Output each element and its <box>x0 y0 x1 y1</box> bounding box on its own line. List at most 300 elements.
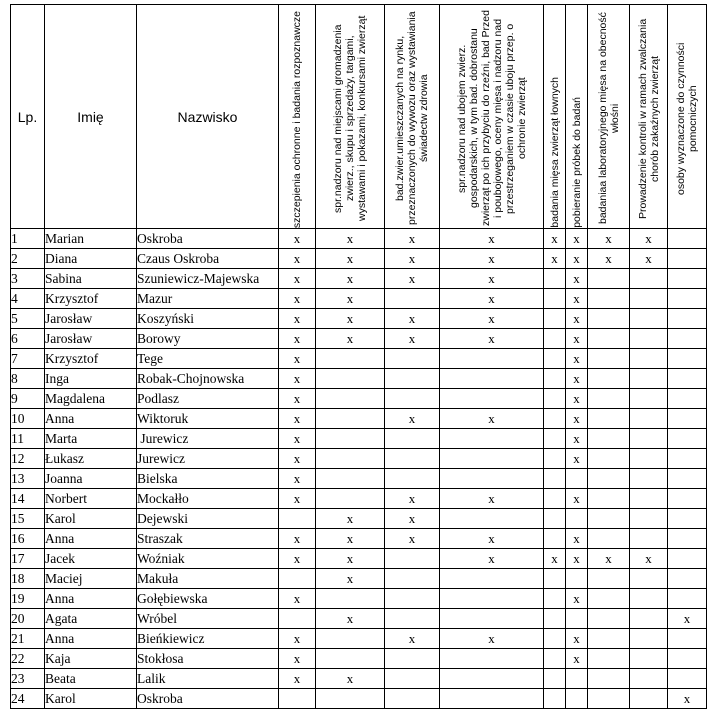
table-row <box>11 309 707 329</box>
mark-cell <box>566 669 588 689</box>
header-market-animal-exams <box>385 5 440 229</box>
last-name-cell: Bieńkiewicz <box>137 629 279 649</box>
table-row <box>11 669 707 689</box>
table-row <box>11 249 707 269</box>
mark-cell <box>544 389 566 409</box>
mark-cell <box>544 589 566 609</box>
mark-cell <box>440 469 544 489</box>
mark-cell <box>588 429 630 449</box>
mark-cell: x <box>544 229 566 249</box>
mark-cell <box>588 309 630 329</box>
mark-cell <box>566 569 588 589</box>
mark-cell <box>588 649 630 669</box>
mark-cell: x <box>279 269 316 289</box>
mark-cell: x <box>316 669 385 689</box>
first-name-cell: Sabina <box>45 269 137 289</box>
mark-cell: x <box>440 329 544 349</box>
table-row <box>11 329 707 349</box>
mark-cell: x <box>316 529 385 549</box>
mark-cell <box>316 689 385 709</box>
mark-cell <box>544 409 566 429</box>
first-name-cell: Łukasz <box>45 449 137 469</box>
mark-cell: x <box>588 229 630 249</box>
mark-cell <box>566 689 588 709</box>
first-name-cell: Marian <box>45 229 137 249</box>
mark-cell <box>668 229 707 249</box>
mark-cell: x <box>566 409 588 429</box>
row-number-cell: 21 <box>11 629 45 649</box>
mark-cell: x <box>316 609 385 629</box>
mark-cell: x <box>279 549 316 569</box>
header-gathering-supervision <box>316 5 385 229</box>
mark-cell <box>668 349 707 369</box>
header-row <box>11 5 707 229</box>
mark-cell: x <box>279 469 316 489</box>
mark-cell <box>566 609 588 629</box>
mark-cell: x <box>566 429 588 449</box>
mark-cell: x <box>279 529 316 549</box>
table-row <box>11 469 707 489</box>
mark-cell: x <box>316 329 385 349</box>
header-first-name: Imię <box>45 5 137 229</box>
row-number-cell: 4 <box>11 289 45 309</box>
mark-cell: x <box>316 269 385 289</box>
last-name-cell: Oskroba <box>137 229 279 249</box>
mark-cell <box>588 469 630 489</box>
row-number-cell: 15 <box>11 509 45 529</box>
mark-cell: x <box>316 569 385 589</box>
row-number-cell: 1 <box>11 229 45 249</box>
mark-cell: x <box>279 309 316 329</box>
mark-cell <box>440 649 544 669</box>
header-slaughter-supervision-label: spr.nadzoru nad ubojem zwierz. gospodarskich, w tym bad. dobrostanu zwierząt po ich przybyciu do rzeźni, bad Przed i poubojowego, oceny mięsa i nadzoru nad przestrzeganiem w czasie uboju przep. o ochronie zwierząt <box>455 10 528 227</box>
mark-cell <box>385 429 440 449</box>
header-game-meat <box>544 5 566 229</box>
row-number-cell: 6 <box>11 329 45 349</box>
first-name-cell: Beata <box>45 669 137 689</box>
mark-cell <box>440 429 544 449</box>
mark-cell <box>588 489 630 509</box>
mark-cell: x <box>566 289 588 309</box>
mark-cell <box>544 469 566 489</box>
mark-cell <box>668 409 707 429</box>
mark-cell <box>279 689 316 709</box>
row-number-cell: 19 <box>11 589 45 609</box>
mark-cell: x <box>566 309 588 329</box>
mark-cell <box>630 569 668 589</box>
mark-cell: x <box>316 309 385 329</box>
mark-cell <box>630 329 668 349</box>
row-number-cell: 8 <box>11 369 45 389</box>
header-lp: Lp. <box>11 5 45 229</box>
first-name-cell: Karol <box>45 689 137 709</box>
mark-cell <box>588 589 630 609</box>
mark-cell <box>385 649 440 669</box>
mark-cell <box>385 589 440 609</box>
mark-cell <box>588 609 630 629</box>
mark-cell: x <box>566 389 588 409</box>
mark-cell: x <box>566 529 588 549</box>
row-number-cell: 13 <box>11 469 45 489</box>
table-row <box>11 629 707 649</box>
row-number-cell: 22 <box>11 649 45 669</box>
mark-cell <box>385 609 440 629</box>
mark-cell: x <box>566 229 588 249</box>
mark-cell: x <box>279 349 316 369</box>
mark-cell: x <box>385 629 440 649</box>
mark-cell <box>385 669 440 689</box>
mark-cell: x <box>544 549 566 569</box>
mark-cell <box>566 509 588 529</box>
mark-cell <box>316 389 385 409</box>
row-number-cell: 11 <box>11 429 45 449</box>
mark-cell: x <box>279 329 316 349</box>
mark-cell <box>630 469 668 489</box>
row-number-cell: 5 <box>11 309 45 329</box>
mark-cell <box>630 369 668 389</box>
mark-cell <box>544 649 566 669</box>
header-disease-control-label: Prowadzenie kontroli w ramach zwalczania chorób zakaźnych zwierząt <box>636 18 661 219</box>
mark-cell: x <box>385 509 440 529</box>
header-disease-control <box>630 5 668 229</box>
mark-cell <box>630 309 668 329</box>
first-name-cell: Inga <box>45 369 137 389</box>
mark-cell <box>385 289 440 309</box>
mark-cell: x <box>566 449 588 469</box>
mark-cell: x <box>566 329 588 349</box>
mark-cell: x <box>279 449 316 469</box>
header-auxiliary-staff <box>668 5 707 229</box>
first-name-cell: Agata <box>45 609 137 629</box>
mark-cell: x <box>279 489 316 509</box>
last-name-cell: Gołębiewska <box>137 589 279 609</box>
mark-cell <box>630 669 668 689</box>
mark-cell <box>279 509 316 529</box>
mark-cell: x <box>279 629 316 649</box>
mark-cell: x <box>385 229 440 249</box>
last-name-cell: Tege <box>137 349 279 369</box>
mark-cell <box>630 349 668 369</box>
first-name-cell: Anna <box>45 529 137 549</box>
table-row <box>11 649 707 669</box>
last-name-cell: Jurewicz <box>137 449 279 469</box>
mark-cell: x <box>544 249 566 269</box>
table-row <box>11 589 707 609</box>
mark-cell <box>630 449 668 469</box>
mark-cell: x <box>279 649 316 669</box>
header-market-animal-exams-label: bad.zwier.umieszczanych na rynku, przeznaczonych do wywozu oraz wystawiania świadectw zdrowia <box>394 11 430 226</box>
last-name-cell: Lalik <box>137 669 279 689</box>
mark-cell <box>630 389 668 409</box>
header-auxiliary-staff-label: osoby wyznaczone do czynności pomocniczych <box>675 42 699 195</box>
table-row <box>11 409 707 429</box>
mark-cell: x <box>668 609 707 629</box>
mark-cell: x <box>566 349 588 369</box>
last-name-cell: Makuła <box>137 569 279 589</box>
mark-cell: x <box>279 249 316 269</box>
table-row <box>11 289 707 309</box>
mark-cell <box>316 589 385 609</box>
mark-cell: x <box>279 589 316 609</box>
mark-cell: x <box>566 269 588 289</box>
first-name-cell: Jarosław <box>45 309 137 329</box>
row-number-cell: 20 <box>11 609 45 629</box>
mark-cell: x <box>630 229 668 249</box>
mark-cell <box>668 449 707 469</box>
mark-cell <box>668 629 707 649</box>
mark-cell: x <box>588 549 630 569</box>
last-name-cell: Dejewski <box>137 509 279 529</box>
mark-cell: x <box>566 369 588 389</box>
header-game-meat-label: badania mięsa zwierząt łownych <box>548 77 561 228</box>
mark-cell: x <box>440 529 544 549</box>
first-name-cell: Kaja <box>45 649 137 669</box>
mark-cell <box>544 509 566 529</box>
mark-cell: x <box>279 429 316 449</box>
mark-cell: x <box>385 309 440 329</box>
row-number-cell: 16 <box>11 529 45 549</box>
mark-cell <box>630 509 668 529</box>
last-name-cell: Oskroba <box>137 689 279 709</box>
mark-cell <box>544 349 566 369</box>
mark-cell: x <box>385 249 440 269</box>
table-row <box>11 549 707 569</box>
mark-cell <box>630 409 668 429</box>
mark-cell <box>668 289 707 309</box>
mark-cell <box>630 589 668 609</box>
first-name-cell: Norbert <box>45 489 137 509</box>
mark-cell: x <box>566 589 588 609</box>
mark-cell <box>588 689 630 709</box>
first-name-cell: Anna <box>45 629 137 649</box>
first-name-cell: Anna <box>45 589 137 609</box>
mark-cell: x <box>316 229 385 249</box>
mark-cell <box>588 289 630 309</box>
mark-cell <box>630 269 668 289</box>
mark-cell: x <box>630 249 668 269</box>
mark-cell <box>316 629 385 649</box>
mark-cell <box>316 449 385 469</box>
mark-cell: x <box>279 389 316 409</box>
last-name-cell: Wiktoruk <box>137 409 279 429</box>
table-row <box>11 489 707 509</box>
mark-cell <box>588 329 630 349</box>
mark-cell: x <box>588 249 630 269</box>
table-body <box>11 229 707 709</box>
mark-cell <box>668 509 707 529</box>
table-row <box>11 509 707 529</box>
mark-cell: x <box>440 489 544 509</box>
mark-cell: x <box>279 669 316 689</box>
table-row <box>11 449 707 469</box>
mark-cell <box>440 369 544 389</box>
mark-cell <box>588 669 630 689</box>
row-number-cell: 2 <box>11 249 45 269</box>
last-name-cell: Bielska <box>137 469 279 489</box>
header-trichinella-lab <box>588 5 630 229</box>
first-name-cell: Maciej <box>45 569 137 589</box>
row-number-cell: 12 <box>11 449 45 469</box>
header-sampling <box>566 5 588 229</box>
first-name-cell: Magdalena <box>45 389 137 409</box>
table-row <box>11 609 707 629</box>
mark-cell <box>544 529 566 549</box>
first-name-cell: Jacek <box>45 549 137 569</box>
mark-cell <box>544 449 566 469</box>
mark-cell <box>668 569 707 589</box>
mark-cell <box>316 429 385 449</box>
mark-cell <box>440 509 544 529</box>
mark-cell: x <box>385 409 440 429</box>
mark-cell <box>668 429 707 449</box>
first-name-cell: Diana <box>45 249 137 269</box>
table-row <box>11 229 707 249</box>
mark-cell <box>440 349 544 369</box>
mark-cell <box>440 589 544 609</box>
last-name-cell: Czaus Oskroba <box>137 249 279 269</box>
first-name-cell: Marta <box>45 429 137 449</box>
mark-cell <box>630 689 668 709</box>
mark-cell <box>316 489 385 509</box>
mark-cell <box>385 349 440 369</box>
mark-cell <box>316 369 385 389</box>
first-name-cell: Krzysztof <box>45 289 137 309</box>
mark-cell <box>316 409 385 429</box>
mark-cell <box>588 569 630 589</box>
header-gathering-supervision-label: spr.nadzoru nad miejscami gromadzenia zwierz., skupu i sprzedaży, targami, wystawami i pokazami, konkursami zwierząt <box>332 15 368 222</box>
table-row <box>11 689 707 709</box>
mark-cell: x <box>566 629 588 649</box>
mark-cell <box>668 249 707 269</box>
mark-cell <box>668 369 707 389</box>
mark-cell <box>440 669 544 689</box>
mark-cell <box>544 629 566 649</box>
mark-cell <box>544 289 566 309</box>
mark-cell: x <box>316 249 385 269</box>
mark-cell <box>588 449 630 469</box>
mark-cell <box>588 369 630 389</box>
mark-cell <box>544 269 566 289</box>
mark-cell <box>544 569 566 589</box>
mark-cell <box>279 609 316 629</box>
last-name-cell: Mazur <box>137 289 279 309</box>
mark-cell <box>544 369 566 389</box>
header-last-name: Nazwisko <box>137 5 279 229</box>
mark-cell <box>385 689 440 709</box>
mark-cell <box>668 589 707 609</box>
last-name-cell: Stokłosa <box>137 649 279 669</box>
mark-cell: x <box>385 529 440 549</box>
mark-cell <box>588 389 630 409</box>
mark-cell: x <box>440 309 544 329</box>
first-name-cell: Krzysztof <box>45 349 137 369</box>
mark-cell: x <box>316 509 385 529</box>
first-name-cell: Anna <box>45 409 137 429</box>
header-slaughter-supervision <box>440 5 544 229</box>
first-name-cell: Jarosław <box>45 329 137 349</box>
mark-cell <box>588 509 630 529</box>
last-name-cell: Jurewicz <box>137 429 279 449</box>
last-name-cell: Woźniak <box>137 549 279 569</box>
mark-cell <box>544 429 566 449</box>
mark-cell: x <box>440 289 544 309</box>
mark-cell: x <box>566 249 588 269</box>
mark-cell <box>385 549 440 569</box>
staff-assignment-table <box>10 4 707 709</box>
mark-cell: x <box>440 249 544 269</box>
header-sampling-label: pobieranie próbek do badań <box>570 97 583 228</box>
mark-cell <box>668 669 707 689</box>
row-number-cell: 14 <box>11 489 45 509</box>
table-row <box>11 389 707 409</box>
first-name-cell: Joanna <box>45 469 137 489</box>
row-number-cell: 7 <box>11 349 45 369</box>
mark-cell <box>588 269 630 289</box>
mark-cell <box>668 309 707 329</box>
row-number-cell: 24 <box>11 689 45 709</box>
mark-cell: x <box>630 549 668 569</box>
mark-cell <box>668 329 707 349</box>
last-name-cell: Mockałło <box>137 489 279 509</box>
mark-cell <box>630 429 668 449</box>
last-name-cell: Koszyński <box>137 309 279 329</box>
mark-cell <box>385 369 440 389</box>
mark-cell: x <box>566 649 588 669</box>
mark-cell: x <box>440 629 544 649</box>
mark-cell: x <box>440 229 544 249</box>
mark-cell <box>668 469 707 489</box>
mark-cell <box>668 389 707 409</box>
mark-cell <box>316 349 385 369</box>
mark-cell: x <box>279 229 316 249</box>
row-number-cell: 9 <box>11 389 45 409</box>
mark-cell <box>544 489 566 509</box>
mark-cell <box>385 569 440 589</box>
mark-cell <box>544 309 566 329</box>
table-row <box>11 529 707 549</box>
mark-cell: x <box>385 329 440 349</box>
mark-cell: x <box>385 269 440 289</box>
header-trichinella-lab-label: badaniaa laboratoryjnego mięsa na obecność włośni <box>596 12 621 225</box>
mark-cell <box>316 469 385 489</box>
mark-cell <box>630 629 668 649</box>
mark-cell <box>544 609 566 629</box>
table-row <box>11 369 707 389</box>
mark-cell <box>668 649 707 669</box>
mark-cell <box>279 569 316 589</box>
mark-cell <box>385 469 440 489</box>
row-number-cell: 17 <box>11 549 45 569</box>
last-name-cell: Borowy <box>137 329 279 349</box>
row-number-cell: 3 <box>11 269 45 289</box>
mark-cell <box>544 689 566 709</box>
table-row <box>11 429 707 449</box>
mark-cell <box>630 609 668 629</box>
mark-cell <box>544 669 566 689</box>
mark-cell: x <box>279 409 316 429</box>
mark-cell <box>385 449 440 469</box>
row-number-cell: 18 <box>11 569 45 589</box>
mark-cell <box>630 649 668 669</box>
mark-cell <box>316 649 385 669</box>
mark-cell: x <box>316 549 385 569</box>
row-number-cell: 23 <box>11 669 45 689</box>
mark-cell: x <box>440 409 544 429</box>
mark-cell <box>588 629 630 649</box>
mark-cell <box>630 289 668 309</box>
last-name-cell: Podlasz <box>137 389 279 409</box>
mark-cell: x <box>440 549 544 569</box>
